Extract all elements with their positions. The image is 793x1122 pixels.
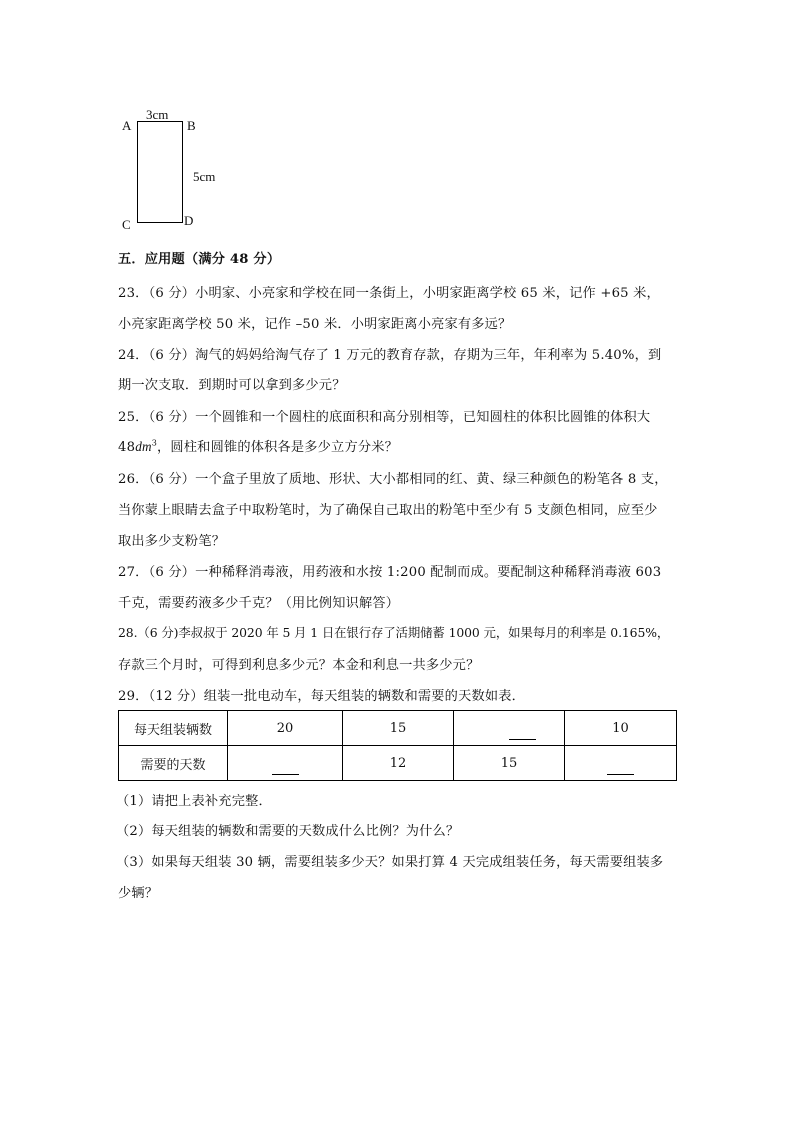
table-row	[119, 746, 677, 781]
question-26-line-3: 取出多少支粉笔？	[118, 534, 226, 549]
table-row	[119, 711, 677, 746]
table-cell: 需要的天数	[119, 746, 228, 781]
question-23-line-1: 23．（6 分）小明家、小亮家和学校在同一条街上，小明家距离学校 65 米，记作 +65 米，	[118, 286, 660, 301]
question-27-line-2: 千克，需要药液多少千克？（用比例知识解答）	[118, 596, 400, 611]
question-25-line-2	[118, 436, 398, 455]
vertex-d-label: D	[184, 213, 194, 228]
width-label: 3cm	[146, 107, 169, 122]
table-cell: 15	[454, 746, 565, 781]
vertex-a-label: A	[122, 118, 132, 133]
vertex-c-label: C	[122, 217, 131, 232]
volume-unit: dm	[135, 439, 152, 454]
question-29-sub-3-line-2: 少辆？	[118, 886, 159, 901]
question-29-sub-1: （1）请把上表补充完整．	[116, 794, 272, 809]
answer-blank[interactable]	[607, 773, 634, 775]
table-cell: 15	[343, 711, 454, 746]
question-28-line-1: 28.（6 分)李叔叔于 2020 年 5 月 1 日在银行存了活期储蓄 1000 元，如果每月的利率是 0.165%，	[118, 625, 670, 640]
rectangle-shape	[137, 121, 183, 223]
question-25-rest: ，圆柱和圆锥的体积各是多少立方分米？	[157, 440, 398, 455]
table-cell: 12	[343, 746, 454, 781]
volume-exponent: 3	[151, 438, 158, 448]
answer-blank[interactable]	[272, 773, 299, 775]
question-26-line-2: 当你蒙上眼睛去盒子中取粉笔时，为了确保自己取出的粉笔中至少有 5 支颜色相同，应至少	[118, 503, 658, 518]
question-26-line-1: 26．（6 分）一个盒子里放了质地、形状、大小都相同的红、黄、绿三种颜色的粉笔各 8 支，	[118, 472, 668, 487]
question-28-line-2: 存款三个月时，可得到利息多少元？本金和利息一共多少元？	[118, 658, 480, 673]
question-24-line-2: 期一次支取．到期时可以拿到多少元？	[118, 378, 346, 393]
question-29-line-1: 29．（12 分）组装一批电动车，每天组装的辆数和需要的天数如表．	[118, 689, 526, 704]
table-cell: 20	[228, 711, 343, 746]
question-23-line-2: 小亮家距离学校 50 米，记作 –50 米．小明家距离小亮家有多远？	[118, 317, 512, 332]
volume-number: 48	[118, 440, 136, 455]
blank-cell[interactable]	[454, 711, 565, 746]
height-label: 5cm	[193, 169, 216, 184]
section-title: 五．应用题（满分 48 分）	[118, 252, 281, 267]
blank-cell[interactable]	[228, 746, 343, 781]
question-29-sub-3-line-1: （3）如果每天组装 30 辆，需要组装多少天？如果打算 4 天完成组装任务，每天需要组装多	[116, 855, 664, 870]
answer-blank[interactable]	[509, 738, 536, 740]
vertex-b-label: B	[187, 118, 196, 133]
question-27-line-1: 27．（6 分）一种稀释消毒液，用药液和水按 1:200 配制而成。要配制这种稀释消毒液 603	[118, 565, 662, 580]
question-24-line-1: 24．（6 分）淘气的妈妈给淘气存了 1 万元的教育存款，存期为三年，年利率为 5.40%，到	[118, 348, 662, 363]
table-cell: 每天组装辆数	[119, 711, 228, 746]
assembly-table	[118, 710, 677, 781]
question-25-line-1: 25．（6 分）一个圆锥和一个圆柱的底面积和高分别相等，已知圆柱的体积比圆锥的体积大	[118, 410, 651, 425]
table-cell: 10	[565, 711, 677, 746]
blank-cell[interactable]	[565, 746, 677, 781]
question-29-sub-2: （2）每天组装的辆数和需要的天数成什么比例？为什么？	[116, 824, 460, 839]
